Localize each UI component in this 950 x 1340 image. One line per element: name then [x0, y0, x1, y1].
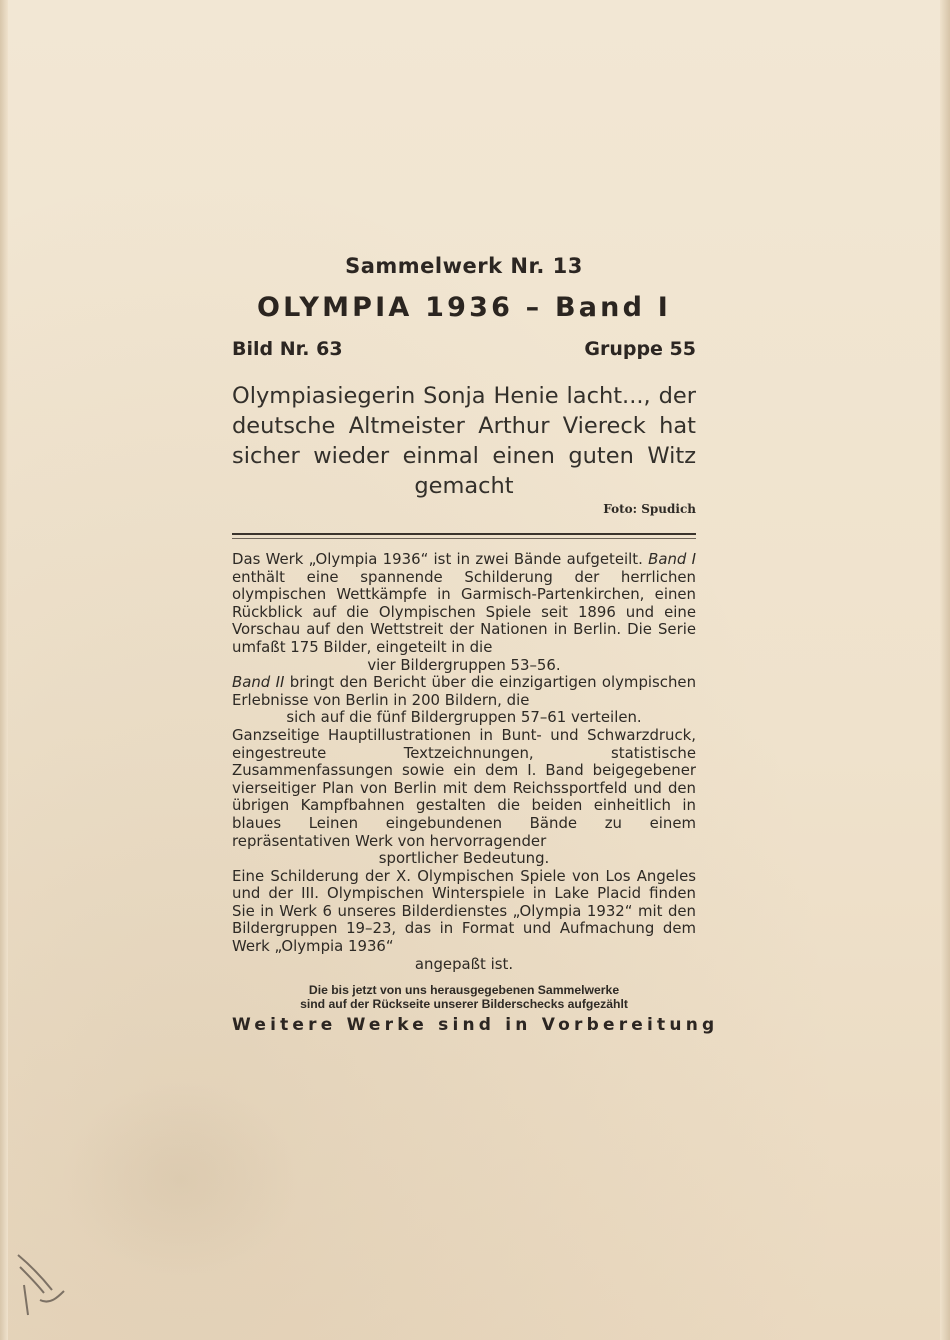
- photo-credit: Foto: Spudich: [603, 502, 696, 516]
- paper-stain: [60, 1080, 300, 1280]
- volume-title: OLYMPIA 1936 – Band I: [257, 292, 671, 323]
- paragraph-olympia-1932: Eine Schilderung der X. Olympischen Spiele von Los Angeles und der III. Olympischen Winterspiele in Lake Placid finden Sie in Werk 6 unseres Bilderdienstes „Olympia 1932“ mit den Bildergruppen 19–23, das in Format und Aufmachung dem Werk „Olympia 1936“: [232, 866, 696, 956]
- divider-rule: [232, 533, 696, 535]
- photo-caption: Olympiasiegerin Sonja Henie lacht..., der deutsche Altmeister Arthur Viereck hat sicher wieder einmal einen guten Witz gemacht: [232, 383, 696, 499]
- footer-line: Weitere Werke sind in Vorbereitung: [232, 1015, 719, 1035]
- group-number: Gruppe 55: [584, 338, 696, 360]
- paper-edge-right: [940, 0, 950, 1340]
- paragraph-features: Ganzseitige Hauptillustrationen in Bunt- und Schwarzdruck, eingestreute Textzeichnungen, statistische Zusammenfassungen sowie ein dem I. Band beigegebener vierseitiger Plan von Berlin mit dem Reichssportfeld und den übrigen Kampfbahnen gestalten die beiden einheitlich in blaues Leinen eingebundenen Bände zu einem repräsentativen Werk von hervorragender: [232, 725, 696, 850]
- band-1-label: Band I: [648, 550, 696, 568]
- picture-info-row: [232, 338, 696, 360]
- band-1-groups: vier Bildergruppen 53–56.: [367, 655, 561, 674]
- band-1-text: enthält eine spannende Schilderung der herrlichen olympischen Wettkämpfe in Garmisch-Partenkirchen, einen Rückblick auf die Olympischen Spiele seit 1896 und eine Vorschau auf den Wettstreit der Nationen in Berlin. Die Serie umfaßt 175 Bilder, eingeteilt in die: [232, 567, 696, 656]
- description-text: [232, 551, 696, 973]
- band-2-text: bringt den Bericht über die einzigartigen olympischen Erlebnisse von Berlin in 200 Bildern, die: [232, 673, 697, 709]
- note-line-2: sind auf der Rückseite unserer Bilderschecks aufgezählt: [300, 997, 628, 1011]
- paper-edge-left: [0, 0, 8, 1340]
- band-2-label: Band II: [232, 673, 285, 692]
- paragraph-band-2: [232, 674, 696, 709]
- collection-note: [232, 983, 696, 1011]
- intro-sentence: Das Werk „Olympia 1936“ ist in zwei Bände aufgeteilt.: [232, 550, 643, 568]
- paragraph-band-1: [232, 551, 696, 657]
- divider-rule-thin: [232, 538, 696, 539]
- band-2-groups: sich auf die fünf Bildergruppen 57–61 verteilen.: [286, 708, 642, 727]
- pencil-mark: [10, 1245, 90, 1325]
- features-end: sportlicher Bedeutung.: [378, 849, 550, 868]
- olympia-1932-end: angepaßt ist.: [414, 954, 514, 973]
- series-title: Sammelwerk Nr. 13: [345, 254, 583, 278]
- note-line-1: Die bis jetzt von uns herausgegebenen Sammelwerke: [308, 983, 620, 997]
- picture-number: Bild Nr. 63: [232, 338, 343, 360]
